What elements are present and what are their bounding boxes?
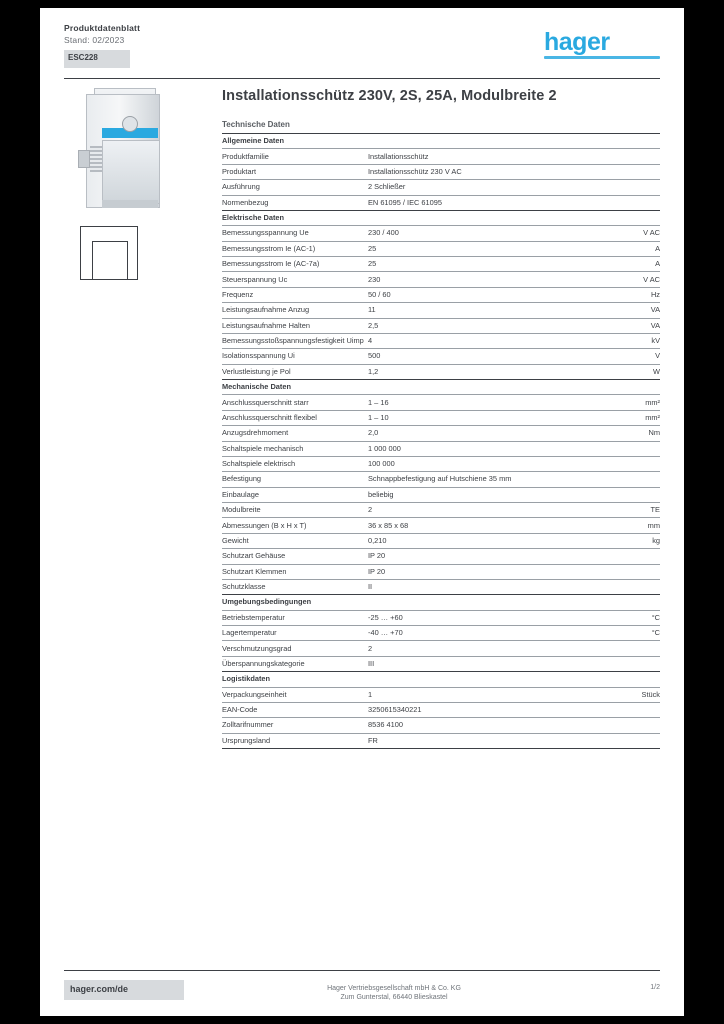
spec-value: -25 … +60 xyxy=(368,610,514,625)
document-footer xyxy=(64,980,660,1006)
spec-unit: mm² xyxy=(514,410,660,425)
spec-key: Einbaulage xyxy=(222,487,368,502)
table-row xyxy=(222,395,660,410)
spec-unit xyxy=(514,456,660,471)
table-row xyxy=(222,272,660,287)
spec-value: 25 xyxy=(368,257,514,272)
manual-override-knob-icon xyxy=(122,116,138,132)
spec-value: 2,5 xyxy=(368,318,514,333)
footer-divider xyxy=(64,970,660,971)
spec-value: 0,210 xyxy=(368,533,514,548)
dimension-drawing xyxy=(80,226,138,280)
spec-group-title: Allgemeine Daten xyxy=(222,134,660,149)
spec-key: Schaltspiele mechanisch xyxy=(222,441,368,456)
spec-value: EN 61095 / IEC 61095 xyxy=(368,195,514,210)
spec-unit xyxy=(514,564,660,579)
spec-unit: A xyxy=(514,241,660,256)
spec-key: Anschlussquerschnitt flexibel xyxy=(222,410,368,425)
spec-value: 2,0 xyxy=(368,426,514,441)
spec-group-row xyxy=(222,595,660,610)
table-row xyxy=(222,195,660,210)
product-photo xyxy=(72,88,190,216)
spec-key: Zolltarifnummer xyxy=(222,718,368,733)
spec-key: Schutzart Klemmen xyxy=(222,564,368,579)
spec-unit: VA xyxy=(514,318,660,333)
spec-value: 25 xyxy=(368,241,514,256)
spec-value: FR xyxy=(368,733,514,748)
spec-unit xyxy=(514,641,660,656)
spec-key: EAN-Code xyxy=(222,702,368,717)
spec-value: 2 xyxy=(368,503,514,518)
spec-unit xyxy=(514,702,660,717)
table-row xyxy=(222,687,660,702)
page-number: 1/2 xyxy=(650,984,660,991)
spec-unit: kV xyxy=(514,333,660,348)
spec-key: Lagertemperatur xyxy=(222,626,368,641)
table-row xyxy=(222,472,660,487)
spec-key: Verpackungseinheit xyxy=(222,687,368,702)
spec-key: Bemessungsstoßspannungsfestigkeit Uimp xyxy=(222,333,368,348)
spec-key: Befestigung xyxy=(222,472,368,487)
spec-group-row xyxy=(222,672,660,687)
spec-unit: W xyxy=(514,364,660,379)
spec-key: Ausführung xyxy=(222,180,368,195)
doc-date-line: Stand: 02/2023 xyxy=(64,35,125,45)
hager-logo xyxy=(544,26,660,60)
table-row xyxy=(222,410,660,425)
product-image-column xyxy=(64,88,198,308)
document-page xyxy=(40,8,684,1016)
spec-unit: Hz xyxy=(514,287,660,302)
table-row xyxy=(222,718,660,733)
table-row xyxy=(222,626,660,641)
table-row xyxy=(222,257,660,272)
doc-title-line: Produktdatenblatt xyxy=(64,23,141,33)
logo-wordmark: hager xyxy=(544,28,610,56)
spec-value: 2 Schließer xyxy=(368,180,514,195)
header-divider xyxy=(64,78,660,79)
spec-key: Frequenz xyxy=(222,287,368,302)
document-reference-text: ESC228 xyxy=(68,53,98,62)
spec-unit xyxy=(514,549,660,564)
spec-value: 4 xyxy=(368,333,514,348)
dimension-drawing-outline xyxy=(92,241,128,280)
spec-key: Anzugsdrehmoment xyxy=(222,426,368,441)
spec-key: Betriebstemperatur xyxy=(222,610,368,625)
spec-unit xyxy=(514,656,660,671)
product-bottom-edge xyxy=(102,200,158,208)
table-row xyxy=(222,564,660,579)
table-row xyxy=(222,456,660,471)
spec-unit: V AC xyxy=(514,226,660,241)
spec-value: 2 xyxy=(368,641,514,656)
spec-value: 230 / 400 xyxy=(368,226,514,241)
spec-key: Schutzart Gehäuse xyxy=(222,549,368,564)
spec-value: IP 20 xyxy=(368,549,514,564)
spec-unit: V xyxy=(514,349,660,364)
spec-value: 1 xyxy=(368,687,514,702)
spec-unit xyxy=(514,180,660,195)
spec-value: IP 20 xyxy=(368,564,514,579)
spec-key: Produktart xyxy=(222,164,368,179)
table-row xyxy=(222,656,660,671)
spec-value: II xyxy=(368,579,514,594)
spec-unit: V AC xyxy=(514,272,660,287)
table-row xyxy=(222,487,660,502)
table-row xyxy=(222,503,660,518)
product-front-face xyxy=(102,140,160,204)
spec-key: Modulbreite xyxy=(222,503,368,518)
document-header xyxy=(64,20,660,72)
table-row xyxy=(222,180,660,195)
table-row xyxy=(222,364,660,379)
spec-value: Installationsschütz xyxy=(368,149,514,164)
spec-value: 11 xyxy=(368,303,514,318)
spec-unit xyxy=(514,441,660,456)
spec-group-title: Umgebungsbedingungen xyxy=(222,595,660,610)
spec-key: Schaltspiele elektrisch xyxy=(222,456,368,471)
spec-unit xyxy=(514,164,660,179)
spec-key: Verlustleistung je Pol xyxy=(222,364,368,379)
spec-value: Installationsschütz 230 V AC xyxy=(368,164,514,179)
spec-unit xyxy=(514,579,660,594)
spec-value: -40 … +70 xyxy=(368,626,514,641)
table-row xyxy=(222,241,660,256)
table-row xyxy=(222,441,660,456)
spec-group-row xyxy=(222,134,660,149)
footer-note-line1: Hager Vertriebsgesellschaft mbH & Co. KG xyxy=(327,985,461,992)
spec-key: Isolationsspannung Ui xyxy=(222,349,368,364)
table-row xyxy=(222,579,660,594)
spec-key: Verschmutzungsgrad xyxy=(222,641,368,656)
table-row xyxy=(222,533,660,548)
footer-note-line2: Zum Gunterstal, 66440 Blieskastel xyxy=(340,994,448,1001)
spec-value: 50 / 60 xyxy=(368,287,514,302)
footer-company-note xyxy=(264,984,524,1002)
spec-unit: Stück xyxy=(514,687,660,702)
spec-key: Überspannungskategorie xyxy=(222,656,368,671)
spec-value: 3250615340221 xyxy=(368,702,514,717)
table-row xyxy=(222,349,660,364)
spec-value: III xyxy=(368,656,514,671)
specification-table xyxy=(222,134,660,749)
table-row xyxy=(222,426,660,441)
spec-value: 1 000 000 xyxy=(368,441,514,456)
spec-value: Schnappbefestigung auf Hutschiene 35 mm xyxy=(368,472,514,487)
spec-key: Gewicht xyxy=(222,533,368,548)
footer-url[interactable]: hager.com/de xyxy=(64,980,184,1000)
spec-value: beliebig xyxy=(368,487,514,502)
spec-value: 100 000 xyxy=(368,456,514,471)
spec-key: Bemessungsstrom Ie (AC-1) xyxy=(222,241,368,256)
spec-key: Normenbezug xyxy=(222,195,368,210)
din-rail-clip xyxy=(78,150,90,168)
table-row xyxy=(222,518,660,533)
table-row xyxy=(222,333,660,348)
spec-unit: A xyxy=(514,257,660,272)
document-meta xyxy=(64,22,140,46)
spec-key: Bemessungsstrom Ie (AC-7a) xyxy=(222,257,368,272)
spec-unit: VA xyxy=(514,303,660,318)
spec-unit: kg xyxy=(514,533,660,548)
spec-value: 500 xyxy=(368,349,514,364)
table-row xyxy=(222,226,660,241)
spec-group-row xyxy=(222,210,660,225)
spec-unit: mm² xyxy=(514,395,660,410)
spec-value: 1,2 xyxy=(368,364,514,379)
spec-key: Steuerspannung Uc xyxy=(222,272,368,287)
spec-unit: °C xyxy=(514,626,660,641)
table-row xyxy=(222,287,660,302)
spec-group-title: Logistikdaten xyxy=(222,672,660,687)
table-row xyxy=(222,549,660,564)
spec-value: 1 – 16 xyxy=(368,395,514,410)
spec-value: 1 – 10 xyxy=(368,410,514,425)
spec-group-title: Elektrische Daten xyxy=(222,210,660,225)
spec-unit xyxy=(514,195,660,210)
table-row xyxy=(222,164,660,179)
document-reference-badge xyxy=(64,50,130,68)
spec-unit xyxy=(514,718,660,733)
spec-key: Ursprungsland xyxy=(222,733,368,748)
spec-value: 36 x 85 x 68 xyxy=(368,518,514,533)
spec-unit xyxy=(514,733,660,748)
spec-value: 230 xyxy=(368,272,514,287)
spec-unit: °C xyxy=(514,610,660,625)
spec-key: Leistungsaufnahme Halten xyxy=(222,318,368,333)
table-row xyxy=(222,702,660,717)
table-row xyxy=(222,318,660,333)
spec-key: Produktfamilie xyxy=(222,149,368,164)
table-row xyxy=(222,641,660,656)
spec-unit: mm xyxy=(514,518,660,533)
spec-key: Schutzklasse xyxy=(222,579,368,594)
spec-unit xyxy=(514,149,660,164)
spec-unit xyxy=(514,472,660,487)
spec-key: Abmessungen (B x H x T) xyxy=(222,518,368,533)
table-row xyxy=(222,610,660,625)
page-title: Installationsschütz 230V, 2S, 25A, Modulbreite 2 xyxy=(222,88,557,104)
spec-group-title: Mechanische Daten xyxy=(222,380,660,395)
section-subtitle: Technische Daten xyxy=(222,120,290,129)
spec-key: Leistungsaufnahme Anzug xyxy=(222,303,368,318)
spec-group-row xyxy=(222,380,660,395)
spec-unit: TE xyxy=(514,503,660,518)
logo-underline xyxy=(544,56,660,59)
spec-key: Bemessungsspannung Ue xyxy=(222,226,368,241)
main-content xyxy=(222,86,660,749)
spec-unit xyxy=(514,487,660,502)
table-row xyxy=(222,733,660,748)
table-row xyxy=(222,303,660,318)
spec-value: 8536 4100 xyxy=(368,718,514,733)
table-row xyxy=(222,149,660,164)
spec-unit: Nm xyxy=(514,426,660,441)
spec-key: Anschlussquerschnitt starr xyxy=(222,395,368,410)
